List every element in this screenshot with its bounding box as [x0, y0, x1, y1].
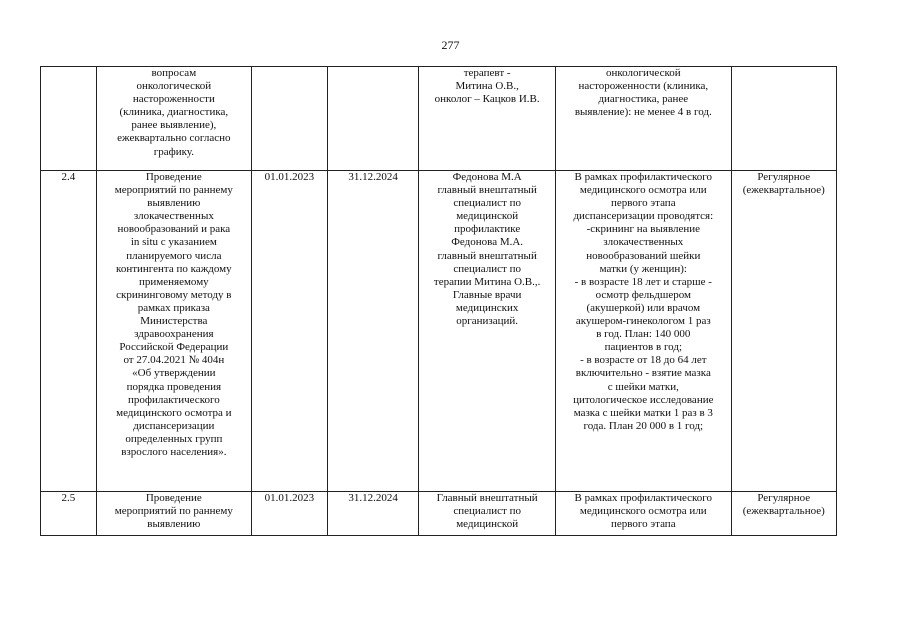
item-number-cell: [41, 67, 97, 171]
start-date-cell: 01.01.2023: [251, 171, 327, 492]
table-row: [41, 171, 837, 492]
end-date-cell: 31.12.2024: [327, 171, 418, 492]
start-date-cell: 01.01.2023: [251, 492, 327, 536]
item-number-cell: 2.4: [41, 171, 97, 492]
result-cell: В рамках профилактического медицинского осмотра или первого этапа: [556, 492, 731, 536]
event-cell: вопросам онкологической настороженности (клиника, диагностика, ранее выявление), ежеквартально согласно графику.: [96, 67, 251, 171]
plan-table: [40, 66, 837, 536]
start-date-cell: [251, 67, 327, 171]
table-row: [41, 492, 837, 536]
result-cell: онкологической настороженности (клиника, диагностика, ранее выявление): не менее 4 в год.: [556, 67, 731, 171]
periodicity-cell: [731, 67, 836, 171]
end-date-cell: [327, 67, 418, 171]
result-cell: В рамках профилактического медицинского осмотра или первого этапа диспансеризации проводятся: -скрининг на выявление злокачественных новообразований шейки матки (у женщин): - в возрасте 18 лет и старше - осмотр фельдшером (акушеркой) или врачом акушером-гинекологом 1 раз в год. План: 140 000 пациентов в год; - в возрасте от 18 до 64 лет включительно - взятие мазка с шейки матки, цитологическое исследование мазка с шейки матки 1 раз в 3 года. План 20 000 в 1 год;: [556, 171, 731, 492]
item-number-cell: 2.5: [41, 492, 97, 536]
table-row: [41, 67, 837, 171]
event-cell: Проведение мероприятий по раннему выявлению злокачественных новообразований и рака in situ с указанием планируемого числа контингента по каждому применяемому скрининговому методу в рамках приказа Министерства здравоохранения Российской Федерации от 27.04.2021 № 404н «Об утверждении порядка проведения профилактического медицинского осмотра и диспансеризации определенных групп взрослого населения».: [96, 171, 251, 492]
responsible-cell: Главный внештатный специалист по медицинской: [419, 492, 556, 536]
end-date-cell: 31.12.2024: [327, 492, 418, 536]
responsible-cell: терапевт - Митина О.В., онколог – Кацков И.В.: [419, 67, 556, 171]
responsible-cell: Федонова М.А главный внештатный специалист по медицинской профилактике Федонова М.А. главный внештатный специалист по терапии Митина О.В.,. Главные врачи медицинских организаций.: [419, 171, 556, 492]
periodicity-cell: Регулярное (ежеквартальное): [731, 492, 836, 536]
page-number: 277: [441, 38, 460, 52]
periodicity-cell: Регулярное (ежеквартальное): [731, 171, 836, 492]
event-cell: Проведение мероприятий по раннему выявлению: [96, 492, 251, 536]
